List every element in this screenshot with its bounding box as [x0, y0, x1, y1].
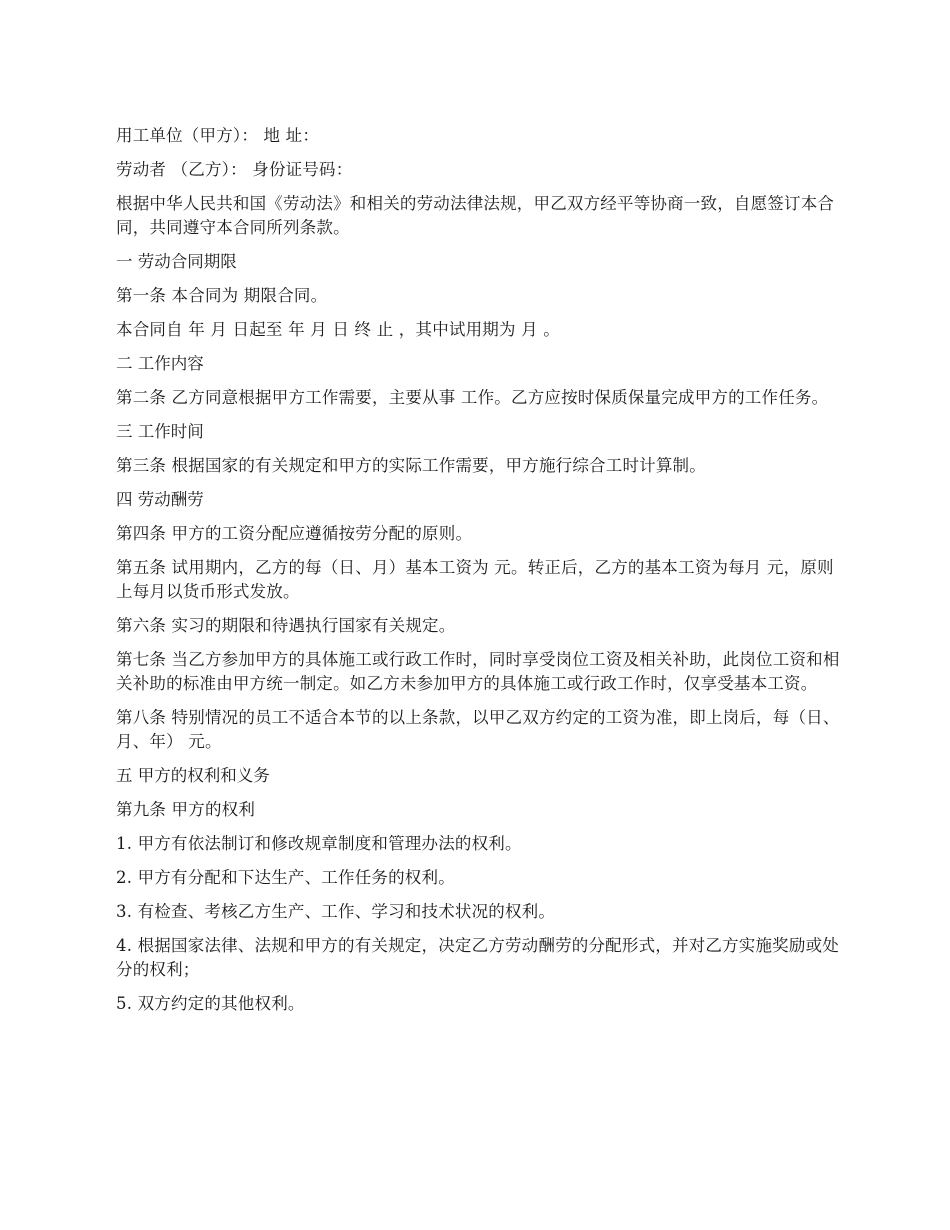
article-1: 第一条 本合同为 期限合同。	[116, 286, 328, 305]
section-1-heading: 一 劳动合同期限	[116, 252, 237, 271]
right-5: 5. 双方约定的其他权利。	[116, 994, 305, 1013]
article-4: 第四条 甲方的工资分配应遵循按劳分配的原则。	[116, 524, 473, 543]
article-9: 第九条 甲方的权利	[116, 800, 256, 819]
article-2: 第二条 乙方同意根据甲方工作需要，主要从事 工作。乙方应按时保质保量完成甲方的工作任务。	[116, 388, 829, 407]
article-6: 第六条 实习的期限和待遇执行国家有关规定。	[116, 616, 456, 635]
contract-term: 本合同自 年 月 日起至 年 月 日 终 止 ，其中试用期为 月 。	[116, 320, 560, 339]
right-2: 2. 甲方有分配和下达生产、工作任务的权利。	[116, 868, 455, 887]
preamble: 根据中华人民共和国《劳动法》和相关的劳动法律法规，甲乙双方经平等协商一致，自愿签订本合同，共同遵守本合同所列条款。	[116, 194, 835, 237]
article-7: 第七条 当乙方参加甲方的具体施工或行政工作时，同时享受岗位工资及相关补助，此岗位工资和相关补助的标准由甲方统一制定。如乙方未参加甲方的具体施工或行政工作时，仅享受基本工资。	[116, 650, 840, 693]
right-4: 4. 根据国家法律、法规和甲方的有关规定，决定乙方劳动酬劳的分配形式，并对乙方实施奖励或处分的权利；	[116, 936, 839, 979]
article-8: 第八条 特别情况的员工不适合本节的以上条款，以甲乙双方约定的工资为准，即上岗后，每（日、月、年） 元。	[116, 708, 840, 751]
section-2-heading: 二 工作内容	[116, 354, 204, 373]
section-4-heading: 四 劳动酬劳	[116, 490, 204, 509]
article-3: 第三条 根据国家的有关规定和甲方的实际工作需要，甲方施行综合工时计算制。	[116, 456, 706, 475]
right-3: 3. 有检查、考核乙方生产、工作、学习和技术状况的权利。	[116, 902, 556, 921]
right-1: 1. 甲方有依法制订和修改规章制度和管理办法的权利。	[116, 834, 522, 853]
section-5-heading: 五 甲方的权利和义务	[116, 766, 270, 785]
section-3-heading: 三 工作时间	[116, 422, 204, 441]
employer-line: 用工单位（甲方）： 地 址：	[116, 126, 320, 145]
employee-line: 劳动者 （乙方）： 身份证号码：	[116, 160, 353, 179]
document-body	[116, 124, 842, 1026]
article-5: 第五条 试用期内，乙方的每（日、月）基本工资为 元。转正后，乙方的基本工资为每月 元，原则上每月以货币形式发放。	[116, 558, 834, 601]
